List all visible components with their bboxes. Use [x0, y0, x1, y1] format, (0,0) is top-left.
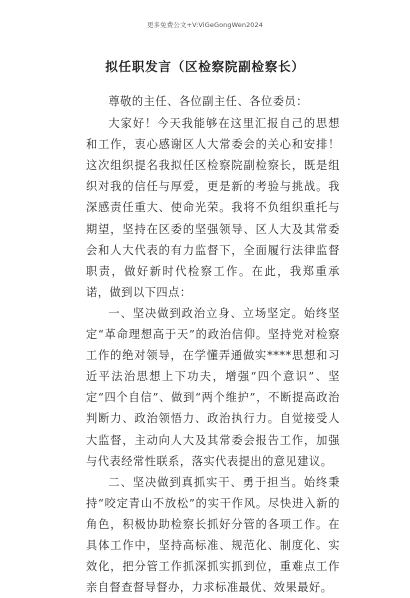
- paragraph-opening: 大家好！今天我能够在这里汇报自己的思想和工作，衷心感谢区人大常委会的关心和安排！这次组织提名我拟任区检察院副检察长，既是组织对我的信任与厚爱，更是新的考验与挑战。我深感责任重大、使命光荣。我将不负组织重托与期望，坚持在区委的坚强领导、区人大及其常委会和人大代表的有力监督下，全面履行法律监督职责，做好新时代检察工作。在此，我郑重承诺，做到以下四点：: [86, 117, 340, 299]
- paragraph-point-one: 一、坚决做到政治立身、立场坚定。始终坚定“革命理想高于天”的政治信仰。坚持党对检察工作的绝对领导，在学懂弄通做实****思想和习近平法治思想上下功夫，增强“四个意识”、坚定“四个自信”、做到“两个维护”，不断提高政治判断力、政治领悟力、政治执行力。自觉接受人大监督，主动向人大及其常委会报告工作，加强与代表经常性联系，落实代表提出的意见建议。: [86, 306, 340, 468]
- paragraph-point-two: 二、坚决做到真抓实干、勇于担当。始终秉持“咬定青山不放松”的实干作风。尽快进入新的角色，积极协助检察长抓好分管的各项工作。在具体工作中，坚持高标准、规范化、制度化、实效化，把分管工作抓深抓实抓到位，重难点工作亲自督查督导督办，力求标准最优、效果最好。: [86, 475, 340, 595]
- greeting: 尊敬的主任、各位副主任、各位委员：: [108, 95, 308, 108]
- document-body: [86, 91, 340, 598]
- document-title: 拟任职发言（区检察院副检察长）: [105, 59, 305, 74]
- header-note: 更多免费公文+V:ViGeGongWen2024: [146, 21, 264, 29]
